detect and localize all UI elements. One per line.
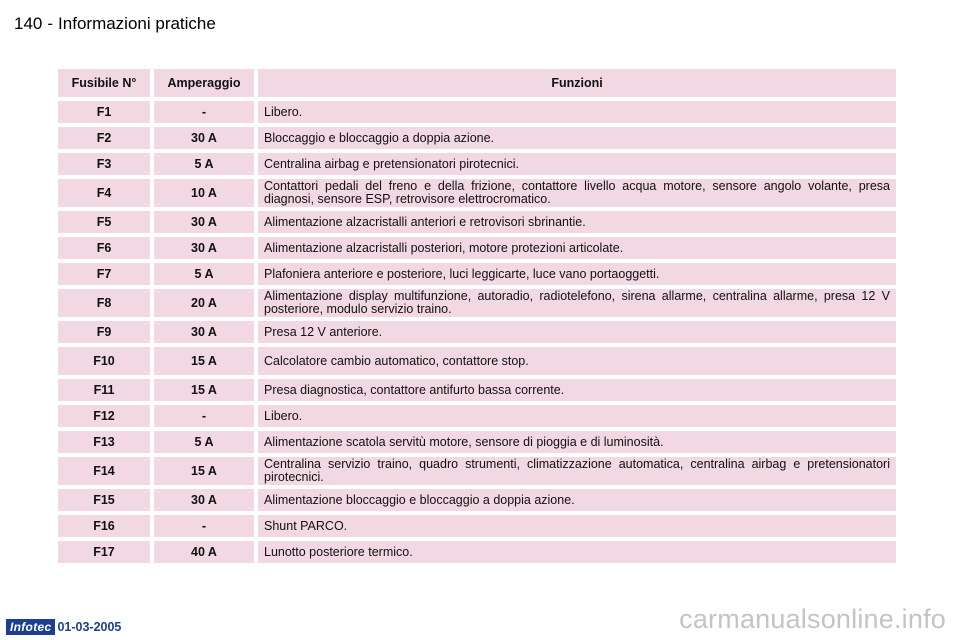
footer-date: 01-03-2005: [57, 620, 122, 634]
table-row: [58, 489, 896, 511]
fuse-amperage: 20 A: [154, 289, 254, 317]
table-row: [58, 431, 896, 453]
fuse-amperage: 30 A: [154, 127, 254, 149]
column-header-amperage: Amperaggio: [154, 69, 254, 97]
fuse-function: Alimentazione scatola servitù motore, sensore di pioggia e di luminosità.: [258, 431, 896, 453]
fuse-number: F15: [58, 489, 150, 511]
fuse-function: Plafoniera anteriore e posteriore, luci leggicarte, luce vano portaoggetti.: [258, 263, 896, 285]
fuse-number: F16: [58, 515, 150, 537]
table-row: [58, 127, 896, 149]
fuse-amperage: 15 A: [154, 347, 254, 375]
table-row: [58, 379, 896, 401]
table-row: [58, 541, 896, 563]
fuse-amperage: 15 A: [154, 379, 254, 401]
watermark: carmanualsonline.info: [679, 604, 946, 634]
fuse-function: Presa diagnostica, contattore antifurto bassa corrente.: [258, 379, 896, 401]
fuse-number: F7: [58, 263, 150, 285]
column-header-functions: Funzioni: [258, 69, 896, 97]
fuse-function: Contattori pedali del freno e della frizione, contattore livello acqua motore, sensore angolo volante, presa diagnosi, sensore ESP, retrovisore elettrocromatico.: [258, 179, 896, 207]
fuse-function: Shunt PARCO.: [258, 515, 896, 537]
fuse-number: F5: [58, 211, 150, 233]
fuse-number: F14: [58, 457, 150, 485]
fuse-amperage: 5 A: [154, 153, 254, 175]
table-row: [58, 101, 896, 123]
fuse-number: F2: [58, 127, 150, 149]
fuse-number: F11: [58, 379, 150, 401]
fuse-function: Calcolatore cambio automatico, contattore stop.: [258, 347, 896, 375]
fuse-function: Alimentazione display multifunzione, autoradio, radiotelefono, sirena allarme, centralina allarme, presa 12 V posteriore, modulo servizio traino.: [258, 289, 896, 317]
fuse-function: Presa 12 V anteriore.: [258, 321, 896, 343]
fuse-amperage: 30 A: [154, 211, 254, 233]
fuse-table: [54, 65, 900, 567]
fuse-number: F8: [58, 289, 150, 317]
fuse-function: Centralina airbag e pretensionatori pirotecnici.: [258, 153, 896, 175]
fuse-function: Libero.: [258, 405, 896, 427]
fuse-number: F4: [58, 179, 150, 207]
fuse-amperage: 40 A: [154, 541, 254, 563]
column-header-fuse: Fusibile N°: [58, 69, 150, 97]
fuse-number: F12: [58, 405, 150, 427]
fuse-amperage: -: [154, 515, 254, 537]
table-row: [58, 237, 896, 259]
table-row: [58, 347, 896, 375]
table-row: [58, 321, 896, 343]
table-row: [58, 289, 896, 317]
table-row: [58, 515, 896, 537]
fuse-number: F3: [58, 153, 150, 175]
fuse-amperage: 5 A: [154, 431, 254, 453]
fuse-number: F1: [58, 101, 150, 123]
table-row: [58, 211, 896, 233]
fuse-number: F13: [58, 431, 150, 453]
fuse-function: Alimentazione alzacristalli anteriori e retrovisori sbrinantie.: [258, 211, 896, 233]
page-header: [14, 14, 216, 34]
fuse-function: Lunotto posteriore termico.: [258, 541, 896, 563]
infotec-logo: Infotec: [6, 619, 55, 635]
fuse-function: Bloccaggio e bloccaggio a doppia azione.: [258, 127, 896, 149]
fuse-amperage: 5 A: [154, 263, 254, 285]
table-row: [58, 263, 896, 285]
section-title: Informazioni pratiche: [58, 14, 216, 33]
fuse-number: F6: [58, 237, 150, 259]
fuse-amperage: -: [154, 405, 254, 427]
table-row: [58, 179, 896, 207]
fuse-amperage: -: [154, 101, 254, 123]
fuse-function: Centralina servizio traino, quadro strumenti, climatizzazione automatica, centralina airbag e pretensionatori pirotecnici.: [258, 457, 896, 485]
page-number: 140: [14, 14, 43, 33]
fuse-function: Alimentazione alzacristalli posteriori, motore protezioni articolate.: [258, 237, 896, 259]
fuse-amperage: 30 A: [154, 489, 254, 511]
fuse-amperage: 30 A: [154, 321, 254, 343]
table-row: [58, 153, 896, 175]
fuse-function: Alimentazione bloccaggio e bloccaggio a doppia azione.: [258, 489, 896, 511]
footer-logo: [6, 619, 121, 635]
fuse-amperage: 10 A: [154, 179, 254, 207]
header-separator: -: [47, 14, 54, 33]
fuse-number: F9: [58, 321, 150, 343]
fuse-amperage: 15 A: [154, 457, 254, 485]
table-header-row: [58, 69, 896, 97]
fuse-amperage: 30 A: [154, 237, 254, 259]
table-row: [58, 457, 896, 485]
fuse-function: Libero.: [258, 101, 896, 123]
table-row: [58, 405, 896, 427]
fuse-number: F10: [58, 347, 150, 375]
fuse-number: F17: [58, 541, 150, 563]
